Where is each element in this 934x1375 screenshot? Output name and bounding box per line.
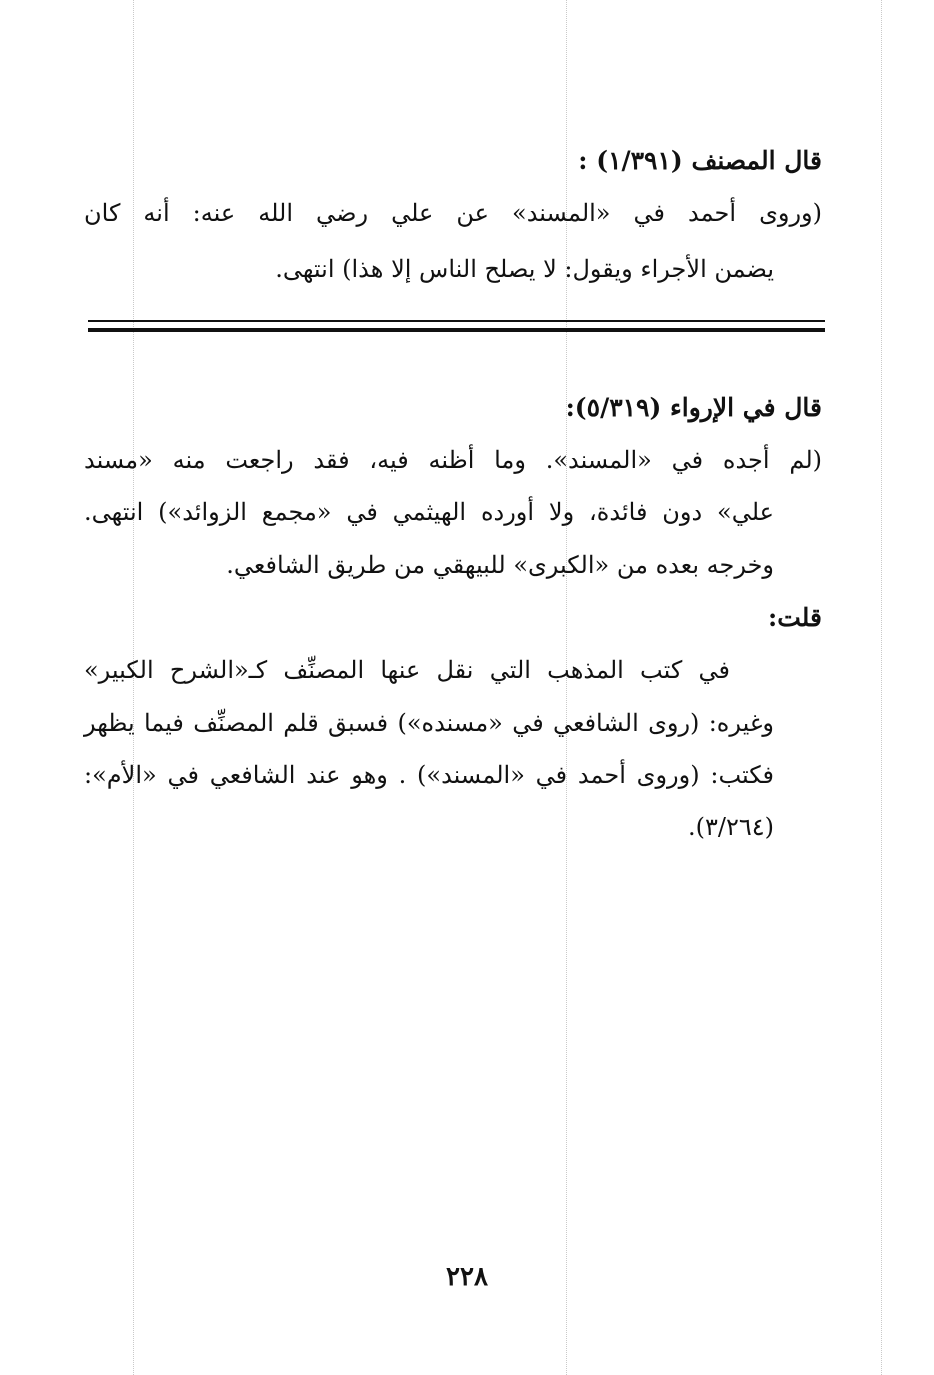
section3-line-4: (٣/٢٦٤). (687, 813, 774, 841)
page-number: ٢٢٨ (446, 1262, 488, 1292)
section2-heading: قال في الإرواء (٥/٣١٩): (565, 393, 822, 422)
section3-line-3: فكتب: (وروى أحمد في «المسند») . وهو عند الشافعي في «الأم»: (84, 761, 774, 789)
section1-line-1: (وروى أحمد في «المسند» عن علي رضي الله عنه: أنه كان (84, 199, 822, 227)
scan-guide-line (881, 0, 882, 1375)
section3-heading: قلت: (767, 603, 822, 632)
section1-heading: قال المصنف (١/٣٩١) : (578, 146, 822, 175)
section3-line-2: وغيره: (روى الشافعي في «مسنده») فسبق قلم المصنِّف فيما يظهر (84, 709, 774, 737)
section1-line-2: يضمن الأجراء ويقول: لا يصلح الناس إلا هذا) انتهى. (275, 255, 774, 283)
section3-line-1: في كتب المذهب التي نقل عنها المصنِّف كـ«الشرح الكبير» (84, 656, 730, 684)
section2-line-2: علي» دون فائدة، ولا أورده الهيثمي في «مجمع الزوائد») انتهى. (84, 498, 774, 526)
separator-rule-bottom (88, 328, 825, 332)
separator-rule-top (88, 320, 825, 322)
section2-line-1: (لم أجده في «المسند». وما أظنه فيه، فقد راجعت منه «مسند (84, 446, 822, 474)
section2-line-3: وخرجه بعده من «الكبرى» للبيهقي من طريق الشافعي. (226, 551, 774, 579)
